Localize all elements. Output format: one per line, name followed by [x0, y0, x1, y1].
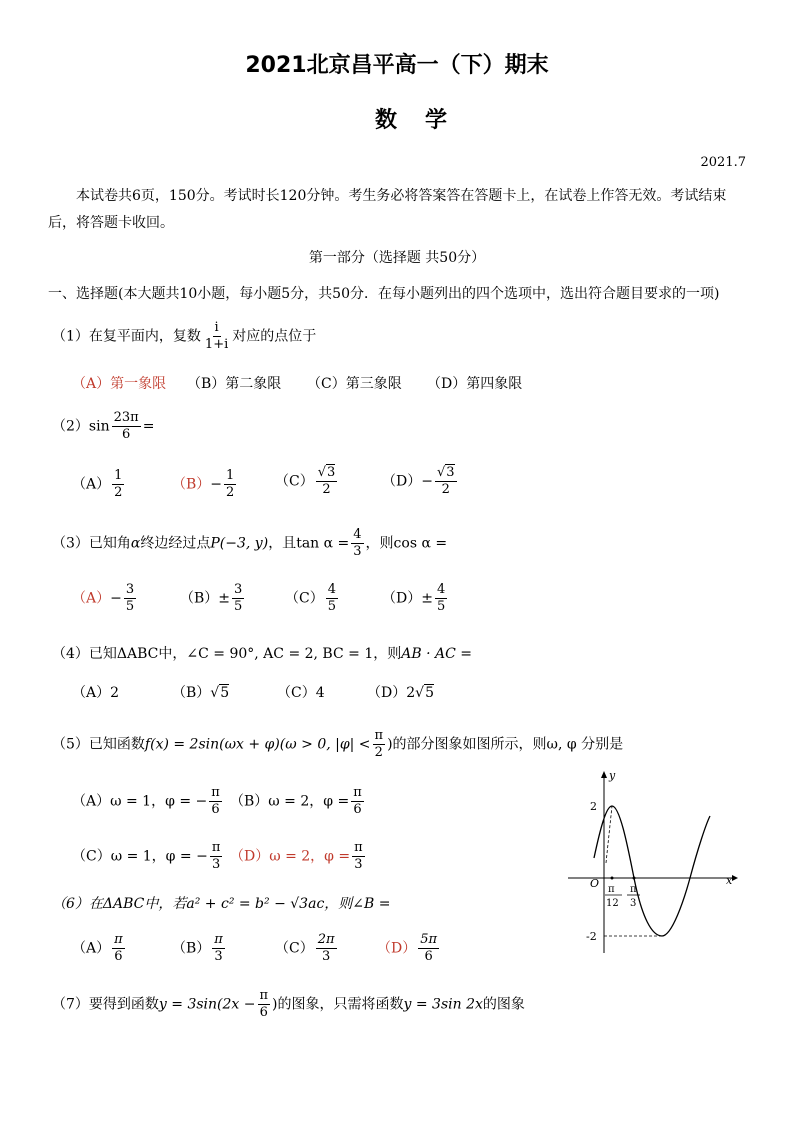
question-4: （4）已知ΔABC中，∠C = 90°, AC = 2, BC = 1，则AB · AC =: [52, 646, 472, 662]
q3-option-d: （D）± $\frac{4}{5}$: [382, 582, 446, 614]
q2-stem-b: =: [142, 418, 155, 435]
exam-title: 2021北京昌平高一（下）期末: [245, 53, 549, 78]
q2-stem-a: （2）sin: [52, 418, 110, 435]
q1-fraction: $\frac{i}{1+i}$: [204, 320, 229, 352]
q3-option-b: （B）± $\frac{3}{5}$: [180, 582, 243, 614]
q6-option-c: （C） $\frac{2\pi}{3}$: [275, 932, 335, 964]
q6-option-b: （B） $\frac{\pi}{3}$: [172, 932, 223, 964]
origin-label: O: [590, 877, 600, 890]
q3-option-a: （A）− $\frac{3}{5}$: [72, 582, 135, 614]
q5-option-c: （C）ω = 1，φ = − $\frac{\pi}{3}$: [72, 840, 221, 872]
q5-option-b: （B）ω = 2，φ = $\frac{\pi}{6}$: [230, 785, 362, 817]
q1-option-d: （D）第四象限: [427, 376, 523, 392]
q5-option-a: （A）ω = 1，φ = − $\frac{\pi}{6}$: [72, 785, 220, 817]
q2-option-c: （C） $\frac{√3}{2}$: [275, 465, 336, 497]
question-6: （6）在ΔABC中，若a² + c² = b² − √3ac，则∠B =: [52, 896, 391, 912]
q1-option-c: （C）第三象限: [307, 376, 402, 392]
x-tick1-den: 12: [606, 898, 619, 909]
q1-option-a: （A）第一象限: [72, 376, 167, 392]
intro-paragraph: 本试卷共6页，150分。考试时长120分钟。考生务必将答案答在答题卡上，在试卷上作答无效。考试结束后，将答题卡收回。: [48, 188, 727, 231]
q2-option-d: （D）− $\frac{√3}{2}$: [382, 465, 455, 497]
part-heading: 第一部分（选择题 共50分）: [308, 250, 486, 266]
q6-option-d: （D） $\frac{5\pi}{6}$: [377, 932, 438, 964]
tick-pi-12: [611, 877, 614, 880]
question-7: （7）要得到函数y = 3sin(2x − $\frac{\pi}{6}$ )的图象，只需将函数y = 3sin 2x的图象: [52, 988, 525, 1020]
q2-option-a: （A） $\frac{1}{2}$: [72, 468, 123, 500]
question-3: （3）已知角α终边经过点P(−3, y)，且tan α = $\frac{4}{3}$ ，则cos α =: [52, 527, 448, 559]
q1-option-b: （B）第二象限: [187, 376, 282, 392]
x-tick2-den: 3: [630, 898, 637, 909]
exam-date: 2021.7: [700, 155, 746, 170]
y-tick-top: 2: [590, 800, 597, 813]
x-tick1-num: π: [608, 884, 615, 895]
q2-option-b: （B）− $\frac{1}{2}$: [172, 468, 235, 500]
max-dashed-line: [606, 806, 612, 863]
q1-stem-b: 对应的点位于: [232, 328, 317, 345]
sine-graph: [560, 768, 740, 958]
y-axis-label: y: [609, 769, 616, 782]
q4-option-d: （D）2√5: [367, 685, 434, 701]
section-heading: 一、选择题(本大题共10小题，每小题5分，共50分．在每小题列出的四个选项中，选出符合题目要求的一项): [48, 286, 720, 302]
question-2: [52, 410, 154, 443]
q3-option-c: （C） $\frac{4}{5}$: [285, 582, 336, 614]
y-axis-arrow-icon: [601, 771, 607, 778]
x-axis-label: x: [726, 874, 733, 887]
q4-vector-expr: AB · AC =: [401, 646, 472, 662]
question-5: （5）已知函数f(x) = 2sin(ωx + φ)(ω > 0, |φ| < $\frac{\pi}{2}$ )的部分图象如图所示，则ω, φ 分别是: [52, 728, 624, 760]
sine-curve: [594, 806, 710, 936]
q4-option-b: （B）√5: [172, 685, 230, 701]
x-axis-arrow-icon: [732, 875, 738, 881]
q5-option-d: （D）ω = 2，φ = $\frac{\pi}{3}$: [230, 840, 363, 872]
y-tick-bottom: -2: [586, 930, 597, 943]
x-tick2-num: π: [630, 884, 637, 895]
q6-option-a: （A） $\frac{\pi}{6}$: [72, 932, 123, 964]
q2-fraction: $\frac{23\pi}{6}$: [113, 410, 139, 442]
q1-stem-a: （1）在复平面内，复数: [52, 328, 201, 345]
subject-title: 数学: [374, 108, 475, 133]
q4-option-c: （C）4: [277, 685, 325, 701]
q4-option-a: （A）2: [72, 685, 120, 701]
question-1: [52, 320, 316, 353]
